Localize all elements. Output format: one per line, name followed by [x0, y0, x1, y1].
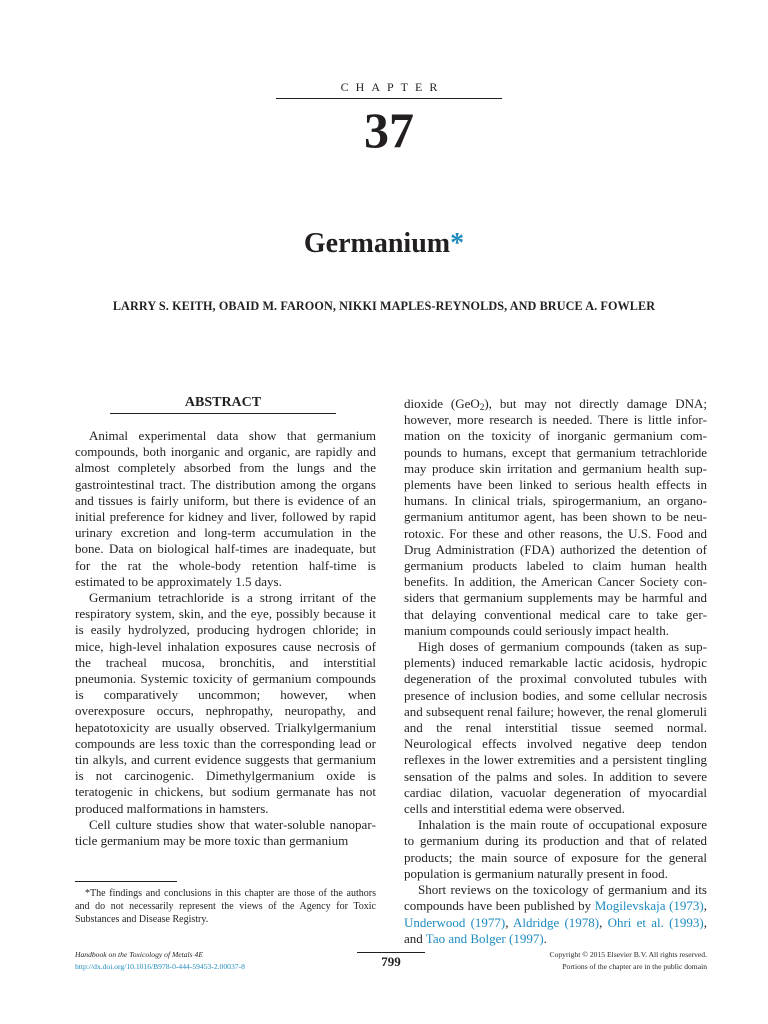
footnote: *The findings and conclusions in this chapter are those of the authors and do not necessarily represent the views of the Agency for Toxic Substances and Disease Registry.	[75, 888, 376, 925]
abstract-paragraph: High doses of germanium compounds (taken as supplements) induced remarkable lactic acidosis, hydropic degeneration of the proximal convoluted tubules with presence of inclusion bodies, and some cellular necrosis and subsequent renal failure; however, the renal glomeruli and the renal interstitial tissue seemed normal. Neurological effects involved negative deep tendon reflexes in the lower extremities and a persistent tingling sensation of the palms and soles. In addition to severe cardiac dilation, vacuolar degeneration of myocardial cells and interstitial edema were observed.	[404, 639, 707, 817]
abstract-paragraph: Germanium tetrachloride is a strong irritant of the respiratory system, skin, and the eye, possibly because it is easily hydrolyzed, producing hydrogen chloride; in mice, high-level inhalation exposures cause necrosis of the tracheal mucosa, bronchitis, and interstitial pneumonia. Systemic toxicity of germanium compounds is comparatively uncommon; however, when overexposure occurs, nephropathy, neuropathy, and hepatotoxicity are usually observed. Trialkylgermanium compounds are less toxic than the corresponding lead or tin alkyls, and current evidence suggests that germanium is not carcinogenic. Dimethylgermanium oxide is teratogenic in chickens, but sodium germanate has not produced malformations in hamsters.	[75, 590, 376, 816]
chapter-rule	[276, 98, 502, 99]
chapter-label: CHAPTER	[340, 80, 445, 94]
chapter-number: 37	[364, 102, 414, 158]
title-text: Germanium	[303, 228, 451, 259]
footer-citation	[75, 949, 325, 973]
journal-title: Handbook on the Toxicology of Metals 4E	[75, 950, 203, 959]
copyright-notice: Copyright © 2015 Elsevier B.V. All rights reserved.	[549, 950, 707, 959]
text-run: dioxide (GeO	[404, 396, 480, 411]
subscript: 2	[479, 402, 485, 412]
abstract-paragraph	[404, 882, 707, 947]
reference-link-aldridge[interactable]: Aldridge (1978)	[513, 914, 600, 930]
reference-link-ohri[interactable]: Ohri et al. (1993)	[607, 914, 704, 930]
page-number-rule	[357, 952, 425, 953]
reference-link-tao-bolger[interactable]: Tao and Bolger (1997)	[425, 930, 544, 946]
separator: , and	[404, 914, 707, 946]
separator: ,	[703, 898, 707, 914]
abstract-paragraph: Cell culture studies show that water-soluble nanoparticle germanium may be more toxic than germanium	[75, 816, 376, 849]
public-domain-notice: Portions of the chapter are in the public domain	[562, 962, 707, 971]
separator: ,	[505, 914, 514, 930]
footer-copyright	[450, 949, 707, 973]
author-list: LARRY S. KEITH, OBAID M. FAROON, NIKKI MAPLES-REYNOLDS, AND BRUCE A. FOWLER	[112, 299, 656, 313]
doi-link[interactable]: http://dx.doi.org/10.1016/B978-0-444-59453-2.00037-8	[75, 962, 245, 971]
chapter-title	[0, 226, 768, 262]
reference-link-mogilevskaja[interactable]: Mogilevskaja (1973)	[594, 898, 704, 914]
abstract-heading: ABSTRACT	[184, 395, 262, 410]
abstract-left-column	[75, 428, 376, 849]
abstract-right-column	[404, 396, 707, 947]
text-run: Short reviews on the toxicology of germanium and its compounds have been published by	[404, 882, 707, 914]
reference-link-underwood[interactable]: Underwood (1977)	[404, 914, 506, 930]
abstract-paragraph	[404, 396, 707, 639]
abstract-paragraph: Inhalation is the main route of occupational exposure to germanium during its production and that of related products; the main source of exposure for the general population is germanium naturally present in food.	[404, 817, 707, 881]
separator: ,	[599, 914, 608, 930]
footnote-rule	[75, 881, 177, 882]
abstract-rule	[110, 413, 336, 414]
separator: .	[543, 930, 547, 946]
abstract-paragraph: Animal experimental data show that germanium compounds, both inorganic and organic, are rapidly and almost completely absorbed from the lungs and the gastrointestinal tract. The distribution among the organs and tissues is fairly uniform, but there is evidence of an initial preference for kidney and liver, followed by rapid urinary excretion and long-term accumulation in the bone. Data on biological half-times are inadequate, but for the rat the whole-body retention half-time is estimated to be approximately 1.5 days.	[75, 428, 376, 589]
page-number: 799	[381, 954, 401, 969]
text-run: ), but may not directly damage DNA; however, more research is needed. There is little information on the toxicity of inorganic germanium compounds to humans, except that germanium tetrachloride may produce skin irritation and germanium health supplements have been linked to serious health effects in humans. In clinical trials, spirogermanium, an organogermanium antitumor agent, has been shown to be neurotoxic. For these and other reasons, the U.S. Food and Drug Administration (FDA) authorized the detention of germanium products labeled to claim human health benefits. In addition, the American Cancer Society considers that germanium supplements may be harmful and that delaying conventional medical care to take germanium compounds could seriously impact health.	[404, 396, 707, 638]
title-footnote-marker[interactable]: *	[450, 228, 465, 259]
